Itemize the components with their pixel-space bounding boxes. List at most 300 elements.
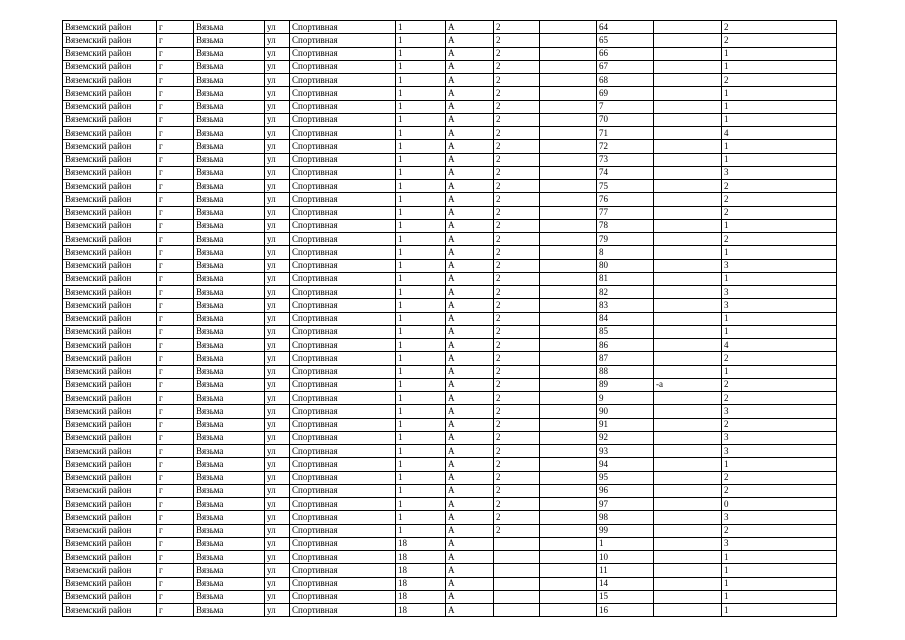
cell-apartment: 92 [597, 431, 654, 444]
cell-city: Вязьма [194, 286, 265, 299]
cell-district: Вяземский район [63, 378, 157, 391]
cell-structure [540, 206, 597, 219]
cell-structure [540, 339, 597, 352]
cell-apartment: 67 [597, 60, 654, 73]
table-row [63, 233, 837, 246]
cell-apartment: 95 [597, 471, 654, 484]
cell-house: 1 [396, 233, 446, 246]
cell-apartment: 10 [597, 551, 654, 564]
cell-street: Спортивная [290, 100, 396, 113]
cell-structure [540, 418, 597, 431]
cell-apartment-suffix [654, 219, 722, 232]
cell-building: 2 [494, 392, 540, 405]
cell-street-type: ул [265, 206, 290, 219]
cell-street: Спортивная [290, 180, 396, 193]
cell-apartment: 81 [597, 272, 654, 285]
cell-structure [540, 127, 597, 140]
cell-apartment-suffix [654, 180, 722, 193]
cell-count: 3 [722, 286, 837, 299]
table-row [63, 299, 837, 312]
cell-apartment-suffix [654, 100, 722, 113]
cell-street-type: ул [265, 166, 290, 179]
cell-structure [540, 590, 597, 603]
cell-apartment-suffix [654, 246, 722, 259]
cell-apartment: 94 [597, 458, 654, 471]
cell-street: Спортивная [290, 524, 396, 537]
table-row [63, 113, 837, 126]
cell-street-type: ул [265, 378, 290, 391]
cell-settlement-type: г [157, 431, 194, 444]
cell-district: Вяземский район [63, 74, 157, 87]
cell-structure [540, 511, 597, 524]
table-row [63, 153, 837, 166]
cell-house: 18 [396, 551, 446, 564]
cell-settlement-type: г [157, 471, 194, 484]
cell-letter: А [446, 352, 494, 365]
cell-city: Вязьма [194, 180, 265, 193]
cell-city: Вязьма [194, 272, 265, 285]
cell-house: 1 [396, 21, 446, 34]
cell-letter: А [446, 233, 494, 246]
cell-building: 2 [494, 219, 540, 232]
cell-apartment: 93 [597, 445, 654, 458]
cell-apartment: 75 [597, 180, 654, 193]
cell-building: 2 [494, 378, 540, 391]
cell-structure [540, 140, 597, 153]
cell-city: Вязьма [194, 551, 265, 564]
cell-city: Вязьма [194, 471, 265, 484]
cell-city: Вязьма [194, 153, 265, 166]
address-table [62, 20, 837, 617]
cell-structure [540, 325, 597, 338]
cell-letter: А [446, 405, 494, 418]
cell-street-type: ул [265, 312, 290, 325]
cell-apartment: 86 [597, 339, 654, 352]
cell-settlement-type: г [157, 511, 194, 524]
cell-structure [540, 498, 597, 511]
cell-letter: А [446, 325, 494, 338]
cell-city: Вязьма [194, 246, 265, 259]
cell-building: 2 [494, 113, 540, 126]
cell-house: 1 [396, 312, 446, 325]
cell-letter: А [446, 100, 494, 113]
cell-settlement-type: г [157, 286, 194, 299]
cell-settlement-type: г [157, 352, 194, 365]
cell-apartment-suffix [654, 590, 722, 603]
table-row [63, 127, 837, 140]
cell-count: 1 [722, 325, 837, 338]
cell-building [494, 551, 540, 564]
cell-building: 2 [494, 180, 540, 193]
table-row [63, 100, 837, 113]
cell-street-type: ул [265, 431, 290, 444]
cell-house: 1 [396, 219, 446, 232]
cell-district: Вяземский район [63, 100, 157, 113]
cell-house: 1 [396, 127, 446, 140]
cell-structure [540, 219, 597, 232]
cell-settlement-type: г [157, 312, 194, 325]
cell-apartment-suffix [654, 418, 722, 431]
cell-building [494, 564, 540, 577]
cell-street: Спортивная [290, 21, 396, 34]
cell-district: Вяземский район [63, 524, 157, 537]
table-row [63, 180, 837, 193]
cell-street-type: ул [265, 365, 290, 378]
cell-apartment: 14 [597, 577, 654, 590]
cell-house: 1 [396, 445, 446, 458]
cell-structure [540, 577, 597, 590]
cell-settlement-type: г [157, 339, 194, 352]
cell-street: Спортивная [290, 365, 396, 378]
cell-count: 1 [722, 246, 837, 259]
cell-street-type: ул [265, 272, 290, 285]
cell-apartment: 11 [597, 564, 654, 577]
cell-count: 3 [722, 431, 837, 444]
cell-apartment: 90 [597, 405, 654, 418]
cell-district: Вяземский район [63, 206, 157, 219]
cell-apartment-suffix [654, 140, 722, 153]
cell-apartment: 64 [597, 21, 654, 34]
cell-letter: А [446, 206, 494, 219]
cell-letter: А [446, 564, 494, 577]
cell-house: 1 [396, 286, 446, 299]
cell-letter: А [446, 299, 494, 312]
cell-street: Спортивная [290, 60, 396, 73]
cell-settlement-type: г [157, 405, 194, 418]
cell-city: Вязьма [194, 113, 265, 126]
cell-letter: А [446, 60, 494, 73]
cell-house: 1 [396, 325, 446, 338]
cell-letter: А [446, 445, 494, 458]
cell-street: Спортивная [290, 418, 396, 431]
table-row [63, 392, 837, 405]
cell-city: Вязьма [194, 259, 265, 272]
cell-district: Вяземский район [63, 246, 157, 259]
cell-structure [540, 431, 597, 444]
cell-count: 1 [722, 140, 837, 153]
cell-district: Вяземский район [63, 325, 157, 338]
table-row [63, 140, 837, 153]
cell-house: 18 [396, 590, 446, 603]
table-row [63, 484, 837, 497]
cell-city: Вязьма [194, 233, 265, 246]
table-row [63, 537, 837, 550]
cell-apartment: 80 [597, 259, 654, 272]
cell-house: 1 [396, 431, 446, 444]
cell-district: Вяземский район [63, 153, 157, 166]
cell-street-type: ул [265, 537, 290, 550]
table-row [63, 445, 837, 458]
table-row [63, 511, 837, 524]
cell-city: Вязьма [194, 365, 265, 378]
cell-district: Вяземский район [63, 352, 157, 365]
cell-structure [540, 87, 597, 100]
cell-structure [540, 352, 597, 365]
cell-building: 2 [494, 325, 540, 338]
cell-street-type: ул [265, 21, 290, 34]
cell-district: Вяземский район [63, 484, 157, 497]
cell-district: Вяземский район [63, 166, 157, 179]
cell-settlement-type: г [157, 365, 194, 378]
cell-street-type: ул [265, 180, 290, 193]
table-row [63, 312, 837, 325]
cell-building [494, 537, 540, 550]
cell-structure [540, 21, 597, 34]
cell-district: Вяземский район [63, 299, 157, 312]
cell-street: Спортивная [290, 378, 396, 391]
cell-house: 1 [396, 458, 446, 471]
cell-building: 2 [494, 418, 540, 431]
cell-building [494, 590, 540, 603]
cell-apartment: 79 [597, 233, 654, 246]
cell-building: 2 [494, 87, 540, 100]
cell-house: 18 [396, 564, 446, 577]
cell-apartment-suffix [654, 405, 722, 418]
cell-district: Вяземский район [63, 127, 157, 140]
table-row [63, 325, 837, 338]
table-row [63, 206, 837, 219]
cell-city: Вязьма [194, 511, 265, 524]
cell-apartment-suffix [654, 286, 722, 299]
cell-apartment-suffix [654, 604, 722, 617]
cell-street-type: ул [265, 87, 290, 100]
cell-district: Вяземский район [63, 590, 157, 603]
table-row [63, 498, 837, 511]
cell-settlement-type: г [157, 233, 194, 246]
cell-street-type: ул [265, 471, 290, 484]
cell-house: 1 [396, 365, 446, 378]
cell-street: Спортивная [290, 325, 396, 338]
cell-street: Спортивная [290, 299, 396, 312]
cell-house: 1 [396, 259, 446, 272]
cell-building: 2 [494, 511, 540, 524]
cell-apartment-suffix [654, 74, 722, 87]
cell-structure [540, 392, 597, 405]
cell-apartment: 72 [597, 140, 654, 153]
cell-district: Вяземский район [63, 286, 157, 299]
cell-street-type: ул [265, 484, 290, 497]
cell-count: 1 [722, 564, 837, 577]
cell-apartment-suffix [654, 127, 722, 140]
cell-street: Спортивная [290, 577, 396, 590]
cell-apartment-suffix [654, 34, 722, 47]
table-row [63, 577, 837, 590]
cell-street: Спортивная [290, 537, 396, 550]
cell-building: 2 [494, 498, 540, 511]
cell-street: Спортивная [290, 246, 396, 259]
cell-building: 2 [494, 259, 540, 272]
cell-district: Вяземский район [63, 34, 157, 47]
cell-building: 2 [494, 458, 540, 471]
cell-apartment-suffix [654, 166, 722, 179]
cell-letter: А [446, 180, 494, 193]
cell-apartment: 7 [597, 100, 654, 113]
cell-city: Вязьма [194, 537, 265, 550]
cell-district: Вяземский район [63, 259, 157, 272]
cell-settlement-type: г [157, 604, 194, 617]
cell-street: Спортивная [290, 352, 396, 365]
cell-apartment: 66 [597, 47, 654, 60]
cell-count: 2 [722, 392, 837, 405]
cell-street: Спортивная [290, 74, 396, 87]
cell-city: Вязьма [194, 498, 265, 511]
cell-apartment: 87 [597, 352, 654, 365]
cell-letter: А [446, 74, 494, 87]
cell-settlement-type: г [157, 206, 194, 219]
cell-letter: А [446, 431, 494, 444]
cell-building: 2 [494, 445, 540, 458]
cell-house: 1 [396, 484, 446, 497]
cell-count: 1 [722, 365, 837, 378]
cell-district: Вяземский район [63, 233, 157, 246]
cell-structure [540, 445, 597, 458]
cell-settlement-type: г [157, 21, 194, 34]
cell-settlement-type: г [157, 484, 194, 497]
cell-letter: А [446, 378, 494, 391]
cell-city: Вязьма [194, 166, 265, 179]
cell-city: Вязьма [194, 590, 265, 603]
cell-street-type: ул [265, 140, 290, 153]
cell-house: 1 [396, 352, 446, 365]
table-body [63, 21, 837, 617]
cell-street-type: ул [265, 352, 290, 365]
cell-district: Вяземский район [63, 113, 157, 126]
cell-apartment-suffix [654, 471, 722, 484]
cell-street: Спортивная [290, 551, 396, 564]
cell-structure [540, 551, 597, 564]
table-row [63, 604, 837, 617]
cell-city: Вязьма [194, 339, 265, 352]
table-row [63, 74, 837, 87]
cell-apartment-suffix [654, 87, 722, 100]
cell-apartment: 16 [597, 604, 654, 617]
cell-settlement-type: г [157, 564, 194, 577]
cell-district: Вяземский район [63, 445, 157, 458]
table-row [63, 551, 837, 564]
cell-house: 1 [396, 272, 446, 285]
cell-street-type: ул [265, 418, 290, 431]
cell-street-type: ул [265, 219, 290, 232]
cell-city: Вязьма [194, 352, 265, 365]
cell-street-type: ул [265, 458, 290, 471]
cell-house: 1 [396, 206, 446, 219]
cell-settlement-type: г [157, 166, 194, 179]
cell-settlement-type: г [157, 180, 194, 193]
cell-apartment: 71 [597, 127, 654, 140]
cell-street: Спортивная [290, 431, 396, 444]
cell-count: 1 [722, 100, 837, 113]
cell-letter: А [446, 166, 494, 179]
cell-letter: А [446, 127, 494, 140]
cell-city: Вязьма [194, 100, 265, 113]
cell-street: Спортивная [290, 445, 396, 458]
cell-count: 2 [722, 471, 837, 484]
cell-city: Вязьма [194, 577, 265, 590]
cell-city: Вязьма [194, 193, 265, 206]
cell-letter: А [446, 484, 494, 497]
cell-apartment: 82 [597, 286, 654, 299]
cell-street-type: ул [265, 113, 290, 126]
cell-count: 3 [722, 405, 837, 418]
cell-building: 2 [494, 140, 540, 153]
cell-building: 2 [494, 34, 540, 47]
cell-street-type: ул [265, 339, 290, 352]
cell-street-type: ул [265, 34, 290, 47]
cell-building: 2 [494, 127, 540, 140]
cell-house: 1 [396, 378, 446, 391]
cell-count: 1 [722, 272, 837, 285]
cell-apartment-suffix [654, 153, 722, 166]
cell-apartment: 99 [597, 524, 654, 537]
cell-district: Вяземский район [63, 537, 157, 550]
cell-letter: А [446, 590, 494, 603]
cell-house: 1 [396, 100, 446, 113]
cell-street: Спортивная [290, 286, 396, 299]
cell-count: 2 [722, 193, 837, 206]
cell-structure [540, 47, 597, 60]
cell-city: Вязьма [194, 418, 265, 431]
cell-street: Спортивная [290, 140, 396, 153]
cell-letter: А [446, 498, 494, 511]
table-row [63, 365, 837, 378]
cell-district: Вяземский район [63, 431, 157, 444]
cell-apartment: 76 [597, 193, 654, 206]
cell-apartment-suffix [654, 511, 722, 524]
cell-letter: А [446, 286, 494, 299]
cell-street: Спортивная [290, 339, 396, 352]
cell-city: Вязьма [194, 127, 265, 140]
cell-settlement-type: г [157, 193, 194, 206]
cell-city: Вязьма [194, 87, 265, 100]
cell-street-type: ул [265, 577, 290, 590]
cell-district: Вяземский район [63, 87, 157, 100]
cell-count: 1 [722, 458, 837, 471]
cell-structure [540, 564, 597, 577]
cell-count: 1 [722, 551, 837, 564]
cell-house: 1 [396, 511, 446, 524]
cell-building: 2 [494, 312, 540, 325]
cell-structure [540, 365, 597, 378]
cell-building: 2 [494, 365, 540, 378]
cell-district: Вяземский район [63, 604, 157, 617]
cell-settlement-type: г [157, 246, 194, 259]
cell-letter: А [446, 312, 494, 325]
cell-street-type: ул [265, 299, 290, 312]
cell-settlement-type: г [157, 577, 194, 590]
cell-apartment-suffix [654, 431, 722, 444]
cell-structure [540, 378, 597, 391]
cell-settlement-type: г [157, 153, 194, 166]
cell-building: 2 [494, 246, 540, 259]
table-row [63, 524, 837, 537]
cell-apartment-suffix: -а [654, 378, 722, 391]
table-row [63, 590, 837, 603]
cell-apartment: 78 [597, 219, 654, 232]
cell-street: Спортивная [290, 392, 396, 405]
cell-structure [540, 34, 597, 47]
cell-district: Вяземский район [63, 47, 157, 60]
cell-house: 1 [396, 299, 446, 312]
cell-settlement-type: г [157, 551, 194, 564]
cell-settlement-type: г [157, 113, 194, 126]
cell-city: Вязьма [194, 524, 265, 537]
cell-street-type: ул [265, 405, 290, 418]
cell-district: Вяземский район [63, 392, 157, 405]
cell-letter: А [446, 259, 494, 272]
cell-city: Вязьма [194, 21, 265, 34]
cell-settlement-type: г [157, 127, 194, 140]
cell-house: 1 [396, 524, 446, 537]
